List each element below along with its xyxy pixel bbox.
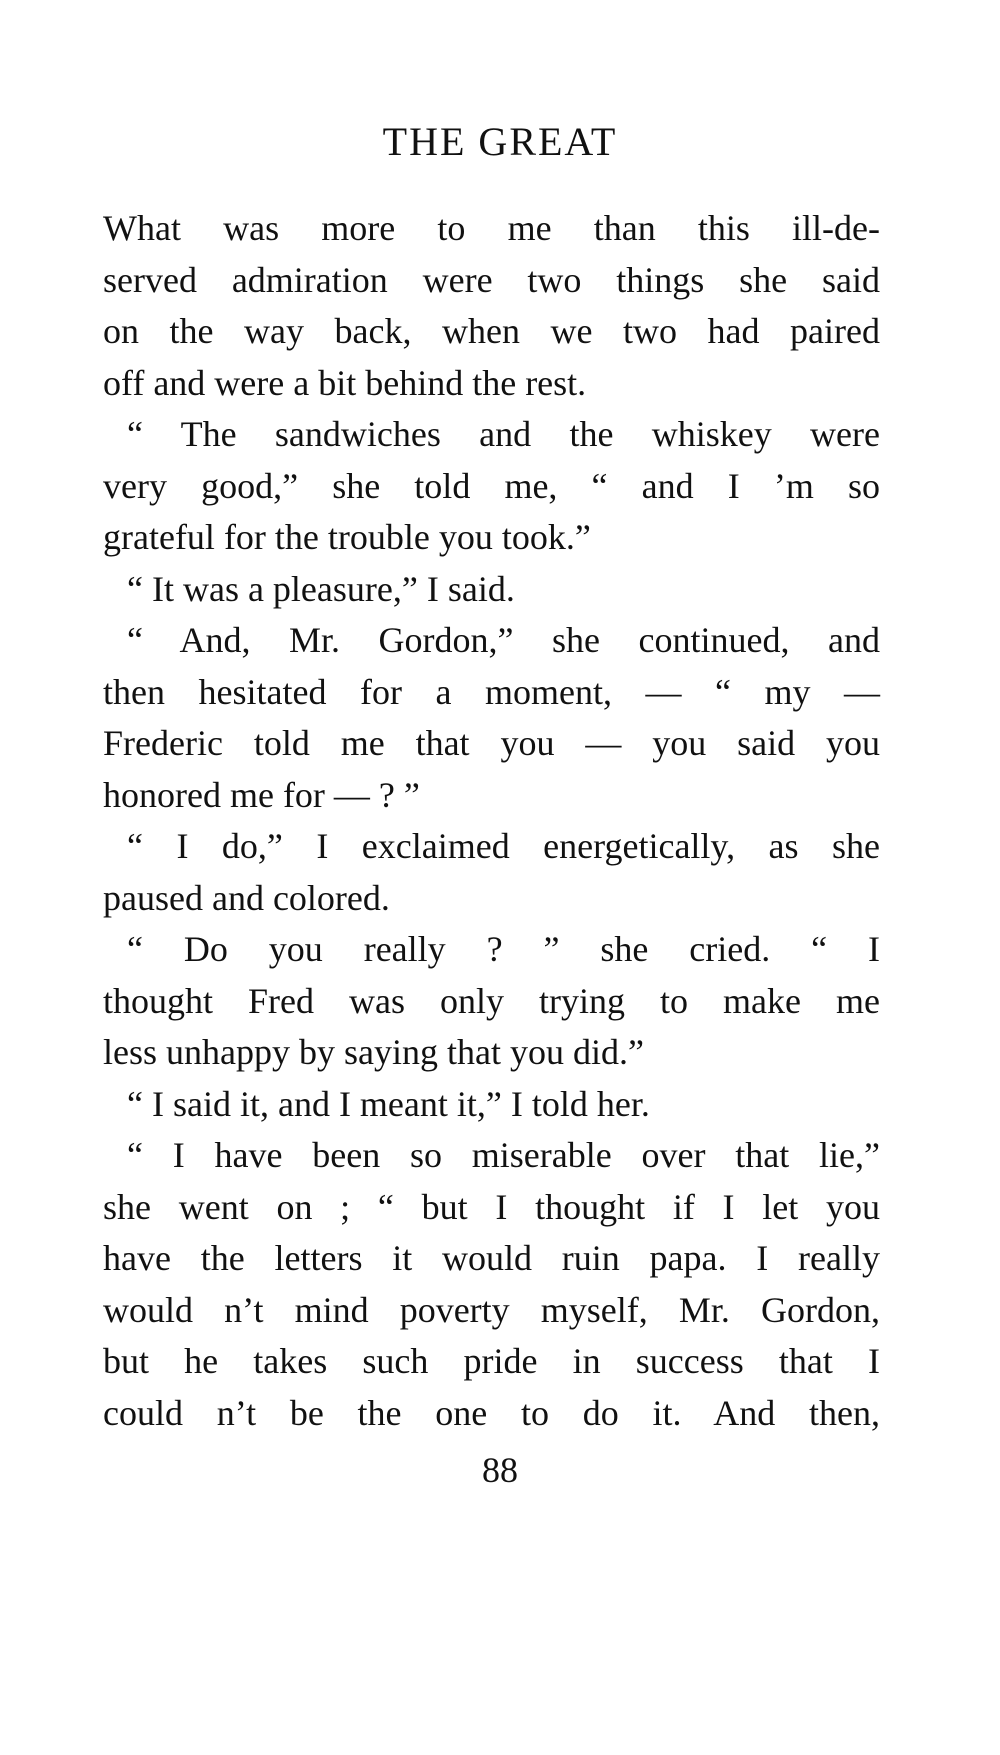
text-line: off and were a bit behind the rest. <box>103 362 587 403</box>
text-line: paused and colored. <box>103 877 390 918</box>
text-line: grateful for the trouble you took.” <box>103 517 591 557</box>
running-head: THE GREAT <box>382 119 618 164</box>
text-line: but he takes such pride in success that I <box>103 1341 880 1381</box>
text-line: served admiration were two things she said <box>103 259 880 300</box>
text-line: less unhappy by saying that you did.” <box>103 1032 644 1072</box>
page-number: 88 <box>482 1450 518 1490</box>
text-line: “ Do you really ? ” she cried. “ I <box>127 929 880 969</box>
text-line: “ I said it, and I meant it,” I told her. <box>127 1083 650 1124</box>
text-line: “ The sandwiches and the whiskey were <box>127 414 880 454</box>
text-line: on the way back, when we two had paired <box>103 311 880 351</box>
text-line: she went on ; “ but I thought if I let you <box>103 1186 880 1227</box>
text-line: have the letters it would ruin papa. I really <box>103 1238 880 1278</box>
text-line: honored me for — ? ” <box>103 774 420 815</box>
text-line: “ It was a pleasure,” I said. <box>127 568 515 609</box>
text-line: would n’t mind poverty myself, Mr. Gordon, <box>103 1289 880 1330</box>
text-line: very good,” she told me, “ and I ’m so <box>103 465 880 506</box>
text-line: “ And, Mr. Gordon,” she continued, and <box>127 620 880 660</box>
text-line: Frederic told me that you — you said you <box>103 723 880 763</box>
text-line: could n’t be the one to do it. And then, <box>103 1392 880 1433</box>
text-line: “ I do,” I exclaimed energetically, as she <box>127 826 880 866</box>
text-line: What was more to me than this ill-de- <box>103 208 880 248</box>
text-line: then hesitated for a moment, — “ my — <box>103 671 880 712</box>
text-line: “ I have been so miserable over that lie,” <box>127 1135 880 1175</box>
body-text <box>103 203 880 1439</box>
text-line: thought Fred was only trying to make me <box>103 980 880 1021</box>
